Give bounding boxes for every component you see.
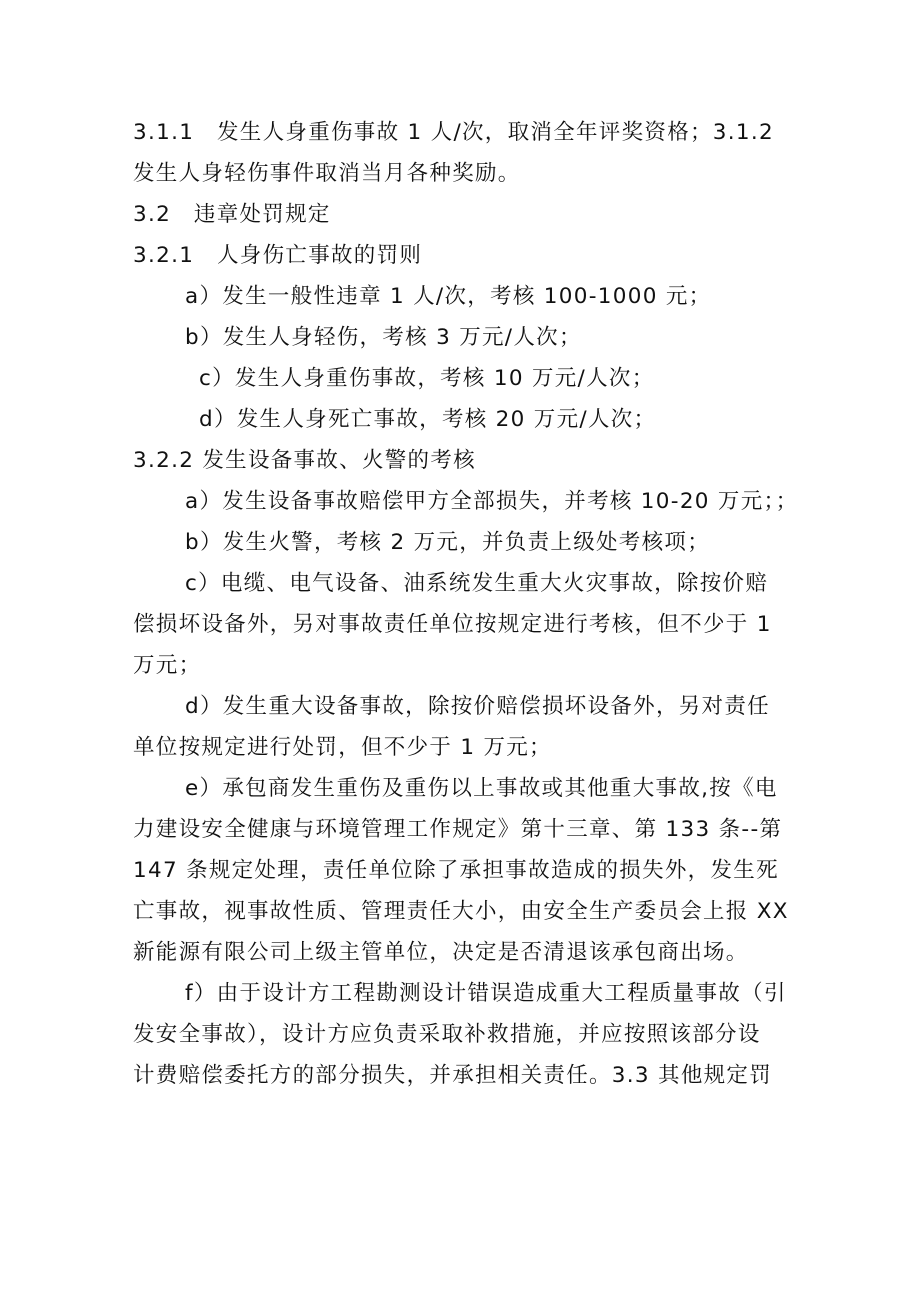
item-3-2-2-e: e）承包商发生重伤及重伤以上事故或其他重大事故,按《电 — [185, 776, 778, 801]
item-3-2-1-b: b）发生人身轻伤，考核 3 万元/人次； — [185, 325, 582, 350]
item-3-2-2-c-line-2: 偿损坏设备外，另对事故责任单位按规定进行考核，但不少于 1 — [133, 612, 772, 637]
item-3-2-2-b: b）发生火警，考核 2 万元，并负责上级处考核项； — [185, 530, 710, 555]
item-3-2-2-e-line-5: 新能源有限公司上级主管单位，决定是否清退该承包商出场。 — [133, 940, 749, 965]
item-3-2-2-f-line-2: 发安全事故），设计方应负责采取补救措施，并应按照该部分设 — [133, 1022, 761, 1047]
item-3-2-2-d-line-2: 单位按规定进行处罚，但不少于 1 万元； — [133, 735, 552, 760]
item-3-2-2-c-line-3: 万元； — [133, 653, 202, 678]
clause-3-1-2-continued: 发生人身轻伤事件取消当月各种奖励。 — [133, 161, 521, 186]
item-3-2-2-a: a）发生设备事故赔偿甲方全部损失，并考核 10-20 万元；； — [185, 489, 799, 514]
item-3-2-2-e-line-2: 力建设安全健康与环境管理工作规定》第十三章、第 133 条--第 — [133, 817, 783, 842]
item-3-2-2-f-line-3: 计费赔偿委托方的部分损失，并承担相关责任。3.3 其他规定罚 — [133, 1063, 773, 1088]
clause-3-1-1: 3.1.1 发生人身重伤事故 1 人/次，取消全年评奖资格；3.1.2 — [133, 120, 775, 145]
item-3-2-1-c: c）发生人身重伤事故，考核 10 万元/人次； — [199, 366, 655, 391]
item-3-2-2-d: d）发生重大设备事故，除按价赔偿损坏设备外，另对责任 — [185, 694, 770, 719]
item-3-2-1-a: a）发生一般性违章 1 人/次，考核 100-1000 元； — [185, 284, 712, 309]
item-3-2-1-d: d）发生人身死亡事故，考核 20 万元/人次； — [199, 407, 657, 432]
item-3-2-2-e-line-4: 亡事故，视事故性质、管理责任大小，由安全生产委员会上报 XX — [133, 899, 789, 924]
item-3-2-2-c: c）电缆、电气设备、油系统发生重大火灾事故，除按价赔 — [185, 571, 769, 596]
item-3-2-2-f: f）由于设计方工程勘测设计错误造成重大工程质量事故（引 — [185, 981, 787, 1006]
document-body — [133, 112, 799, 1096]
section-heading-3-2: 3.2 违章处罚规定 — [133, 202, 331, 227]
item-3-2-2-e-line-3: 147 条规定处理，责任单位除了承担事故造成的损失外，发生死 — [133, 858, 779, 883]
subsection-heading-3-2-1: 3.2.1 人身伤亡事故的罚则 — [133, 243, 423, 268]
subsection-heading-3-2-2: 3.2.2 发生设备事故、火警的考核 — [133, 448, 476, 473]
